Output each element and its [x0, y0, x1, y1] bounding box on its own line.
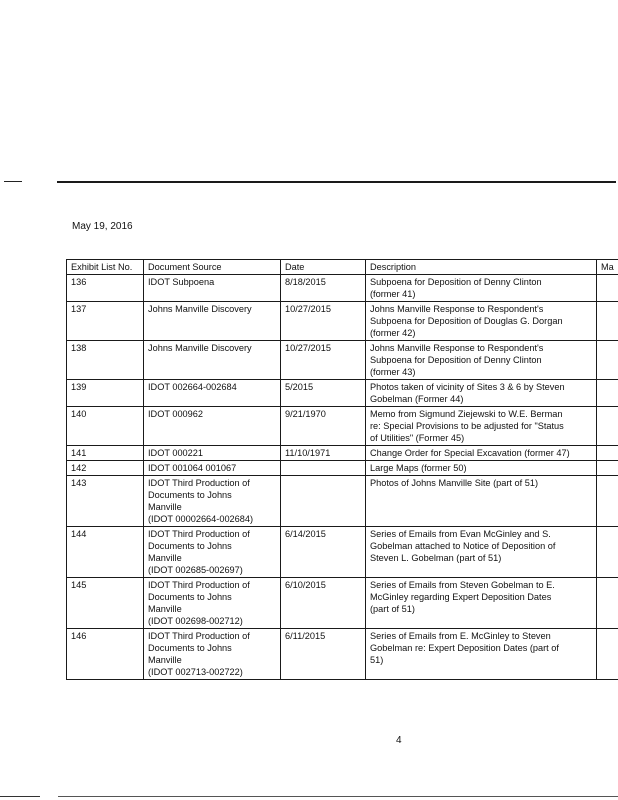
cell-description-line: Photos of Johns Manville Site (part of 51) [370, 478, 539, 488]
cell-document-source [144, 380, 281, 407]
cell-description [366, 341, 597, 380]
cell-date: 9/21/1970 [281, 407, 366, 446]
cell-description-line: (former 43) [370, 367, 416, 377]
cell-description [366, 461, 597, 476]
cell-document-source-line: Manville [148, 604, 182, 614]
cell-document-source-line: Johns Manville Discovery [148, 304, 252, 314]
cell-document-source-line: IDOT Third Production of [148, 529, 250, 539]
table-header-row [67, 260, 618, 275]
cell-marked [597, 578, 618, 629]
cell-document-source-line: Documents to Johns [148, 643, 232, 653]
cell-exhibit-no: 145 [67, 578, 144, 629]
header-marked: Ma [597, 260, 618, 275]
cell-exhibit-no: 142 [67, 461, 144, 476]
cell-description-line: Series of Emails from Evan McGinley and S. [370, 529, 551, 539]
cell-date [281, 461, 366, 476]
cell-document-source-line: IDOT 000221 [148, 448, 203, 458]
cell-date [281, 476, 366, 527]
cell-description [366, 629, 597, 680]
cell-exhibit-no: 144 [67, 527, 144, 578]
cell-marked [597, 302, 618, 341]
cell-date: 6/14/2015 [281, 527, 366, 578]
cell-document-source [144, 629, 281, 680]
cell-description-line: re: Special Provisions to be adjusted for "Status [370, 421, 564, 431]
cell-description-line: Subpoena for Deposition of Douglas G. Dorgan [370, 316, 563, 326]
table-row [67, 527, 618, 578]
cell-description-line: Subpoena for Deposition of Denny Clinton [370, 355, 542, 365]
cell-marked [597, 476, 618, 527]
cell-document-source-line: IDOT Third Production of [148, 631, 250, 641]
cell-document-source-line: (IDOT 002713-002722) [148, 667, 243, 677]
cell-exhibit-no: 141 [67, 446, 144, 461]
cell-document-source-line: Johns Manville Discovery [148, 343, 252, 353]
cell-document-source-line: IDOT 002664-002684 [148, 382, 237, 392]
cell-date: 6/11/2015 [281, 629, 366, 680]
cell-description [366, 275, 597, 302]
cell-document-source-line: IDOT Subpoena [148, 277, 215, 287]
cell-document-source-line: Documents to Johns [148, 490, 232, 500]
cell-description-line: Series of Emails from E. McGinley to Steven [370, 631, 551, 641]
cell-marked [597, 275, 618, 302]
cell-description-line: (former 42) [370, 328, 416, 338]
header-description: Description [366, 260, 597, 275]
cell-description-line: Johns Manville Response to Respondent's [370, 343, 544, 353]
cell-description-line: Change Order for Special Excavation (former 47) [370, 448, 570, 458]
table-row [67, 275, 618, 302]
header-document-source: Document Source [144, 260, 281, 275]
table-body [67, 275, 618, 680]
page-number: 4 [396, 735, 402, 746]
cell-date: 10/27/2015 [281, 341, 366, 380]
cell-marked [597, 341, 618, 380]
cell-marked [597, 446, 618, 461]
cell-description [366, 446, 597, 461]
cell-description-line: 51) [370, 655, 384, 665]
cell-document-source [144, 275, 281, 302]
cell-exhibit-no: 143 [67, 476, 144, 527]
cell-exhibit-no: 136 [67, 275, 144, 302]
cell-description [366, 527, 597, 578]
cell-document-source-line: (IDOT 002698-002712) [148, 616, 243, 626]
cell-document-source [144, 302, 281, 341]
cell-description-line: (part of 51) [370, 604, 415, 614]
cell-document-source-line: (IDOT 00002664-002684) [148, 514, 254, 524]
cell-description-line: Photos taken of vicinity of Sites 3 & 6 by Steven [370, 382, 565, 392]
bottom-dash-mark [0, 796, 40, 797]
cell-document-source-line: Manville [148, 655, 182, 665]
cell-document-source [144, 578, 281, 629]
cell-marked [597, 407, 618, 446]
cell-date: 11/10/1971 [281, 446, 366, 461]
cell-description-line: Gobelman (Former 44) [370, 394, 464, 404]
table-row [67, 476, 618, 527]
cell-document-source-line: (IDOT 002685-002697) [148, 565, 243, 575]
cell-description [366, 476, 597, 527]
cell-document-source [144, 527, 281, 578]
cell-description-line: of Utilities" (Former 45) [370, 433, 465, 443]
cell-document-source-line: Manville [148, 553, 182, 563]
cell-exhibit-no: 146 [67, 629, 144, 680]
cell-description [366, 407, 597, 446]
cell-description-line: Large Maps (former 50) [370, 463, 467, 473]
cell-marked [597, 629, 618, 680]
cell-document-source [144, 461, 281, 476]
table-row [67, 629, 618, 680]
cell-document-source-line: IDOT 001064 001067 [148, 463, 237, 473]
document-date: May 19, 2016 [72, 221, 133, 232]
cell-document-source-line: Documents to Johns [148, 541, 232, 551]
exhibit-table [66, 259, 618, 680]
cell-marked [597, 380, 618, 407]
cell-description-line: Johns Manville Response to Respondent's [370, 304, 544, 314]
cell-document-source-line: IDOT Third Production of [148, 478, 250, 488]
cell-date: 8/18/2015 [281, 275, 366, 302]
cell-document-source-line: Manville [148, 502, 182, 512]
cell-exhibit-no: 140 [67, 407, 144, 446]
cell-description-line: Gobelman re: Expert Deposition Dates (part of [370, 643, 559, 653]
table-row [67, 461, 618, 476]
table-row [67, 302, 618, 341]
cell-document-source [144, 446, 281, 461]
cell-exhibit-no: 139 [67, 380, 144, 407]
cell-document-source-line: IDOT Third Production of [148, 580, 250, 590]
table-row [67, 341, 618, 380]
cell-marked [597, 527, 618, 578]
header-exhibit-no: Exhibit List No. [67, 260, 144, 275]
table-row [67, 407, 618, 446]
cell-description-line: McGinley regarding Expert Deposition Dates [370, 592, 552, 602]
header-rule [57, 181, 616, 183]
cell-document-source [144, 341, 281, 380]
cell-marked [597, 461, 618, 476]
table-row [67, 578, 618, 629]
cell-description [366, 578, 597, 629]
cell-description-line: Steven L. Gobelman (part of 51) [370, 553, 502, 563]
cell-description [366, 380, 597, 407]
cell-description-line: Memo from Sigmund Ziejewski to W.E. Berman [370, 409, 563, 419]
footer-rule [58, 796, 618, 797]
table-row [67, 380, 618, 407]
cell-date: 10/27/2015 [281, 302, 366, 341]
cell-document-source-line: IDOT 000962 [148, 409, 203, 419]
cell-exhibit-no: 137 [67, 302, 144, 341]
cell-description-line: Gobelman attached to Notice of Deposition of [370, 541, 556, 551]
cell-date: 6/10/2015 [281, 578, 366, 629]
cell-document-source [144, 476, 281, 527]
cell-exhibit-no: 138 [67, 341, 144, 380]
top-dash-mark [4, 181, 22, 182]
cell-description-line: Subpoena for Deposition of Denny Clinton [370, 277, 542, 287]
header-date: Date [281, 260, 366, 275]
cell-description-line: Series of Emails from Steven Gobelman to E. [370, 580, 555, 590]
cell-document-source-line: Documents to Johns [148, 592, 232, 602]
cell-date: 5/2015 [281, 380, 366, 407]
cell-description-line: (former 41) [370, 289, 416, 299]
cell-description [366, 302, 597, 341]
cell-document-source [144, 407, 281, 446]
table-row [67, 446, 618, 461]
